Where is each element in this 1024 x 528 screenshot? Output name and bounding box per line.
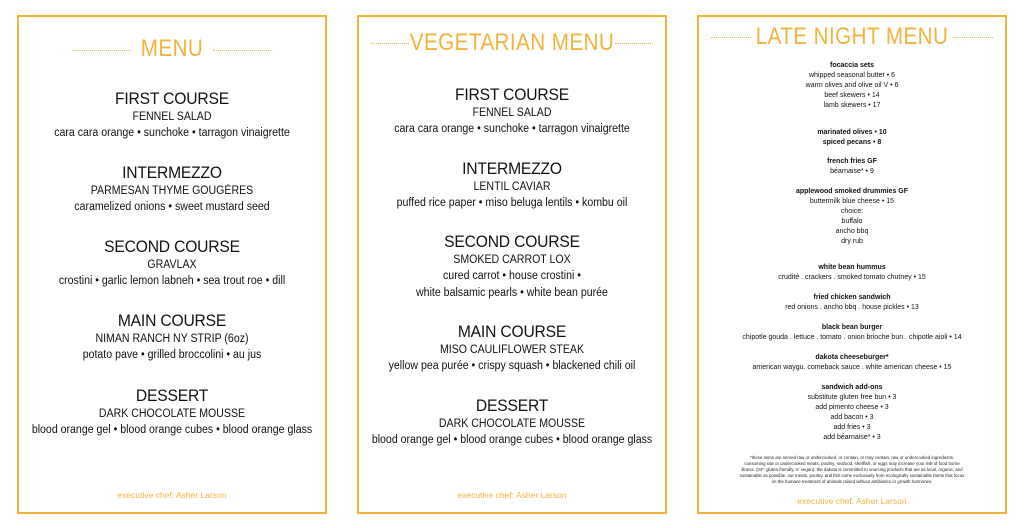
late-section-drummies <box>699 187 1005 247</box>
item-heading: black bean burger <box>821 324 883 331</box>
veg-section-intermezzo <box>359 159 665 212</box>
course-heading: MAIN COURSE <box>457 322 567 341</box>
executive-chef: executive chef: Asher Larson <box>797 496 907 506</box>
vegetarian-menu-title: VEGETARIAN MENU <box>409 29 615 56</box>
item-heading: applewood smoked drummies GF <box>795 188 909 195</box>
item-line: crudité . crackers . smoked tomato chutney • 15 <box>778 274 926 281</box>
dish-name: PARMESAN THYME GOUGÈRES <box>90 185 254 197</box>
item-heading: french fries GF <box>827 158 877 165</box>
item-heading: focaccia sets <box>830 62 874 69</box>
item-heading: dakota cheeseburger* <box>815 354 889 361</box>
item-heading: fried chicken sandwich <box>813 294 891 301</box>
item-line: marinated olives • 10 <box>817 129 887 136</box>
item-line: substitute gluten free bun • 3 <box>807 394 897 401</box>
dish-description: puffed rice paper • miso beluga lentils • kombu oil <box>396 197 628 209</box>
item-line: ancho bbq <box>835 228 869 235</box>
course-heading: DESSERT <box>475 396 549 415</box>
dish-description: cara cara orange • sunchoke • tarragon vinaigrette <box>394 123 630 135</box>
item-line: chipotle gouda . lettuce . tomato . onion brioche bun . chipotle aioli • 14 <box>742 334 962 341</box>
course-heading: INTERMEZZO <box>462 159 562 178</box>
late-section-fried-chicken <box>699 293 1005 313</box>
dish-name: DARK CHOCOLATE MOUSSE <box>438 418 586 430</box>
executive-chef: executive chef: Asher Larson <box>117 490 227 500</box>
menu-section-first-course <box>19 89 325 142</box>
dish-name: LENTIL CAVIAR <box>473 181 551 193</box>
veg-section-second-course <box>359 232 665 302</box>
dish-name: NIMAN RANCH NY STRIP (6oz) <box>95 333 249 345</box>
item-line: beef skewers • 14 <box>824 92 880 99</box>
menu-section-main-course <box>19 311 325 364</box>
dish-description: yellow pea purée • crispy squash • blackened chili oil <box>388 360 636 372</box>
course-heading: DESSERT <box>135 386 209 405</box>
course-heading: FIRST COURSE <box>455 85 569 104</box>
item-line: lamb skewers • 17 <box>823 102 881 109</box>
fine-print: *these items are served raw or undercooked, or contain, or may contain, raw or undercooked ingredients. consuming raw or undercooked meats, poultry, seafood, shellfish, or eggs may increase your risk of food borne illness. (GF: gluten friendly, V: vegan). the dakota is committed to sourcing products that are as local, organic, and sustainable as possible. our meats, poultry, and fish come exclusively from ecologically sustainable farms that focus on the humane treatment of animals raised without antibiotics or growth hormones. <box>739 455 965 484</box>
course-heading: SECOND COURSE <box>444 232 580 251</box>
veg-section-first-course <box>359 85 665 138</box>
dish-name: DARK CHOCOLATE MOUSSE <box>98 408 246 420</box>
dish-description: caramelized onions • sweet mustard seed <box>74 201 270 213</box>
menu-title: MENU <box>140 35 204 62</box>
late-night-menu-title: LATE NIGHT MENU <box>755 23 949 50</box>
course-heading: FIRST COURSE <box>115 89 229 108</box>
item-line: spiced pecans • 8 <box>822 139 882 146</box>
item-line: add béarnaise* • 3 <box>823 434 881 441</box>
dish-description: cara cara orange • sunchoke • tarragon vinaigrette <box>54 127 290 139</box>
late-section-olives-pecans <box>699 128 1005 148</box>
dish-name: MISO CAULIFLOWER STEAK <box>439 344 585 356</box>
item-line: whipped seasonal butter • 6 <box>808 72 896 79</box>
dish-name: FENNEL SALAD <box>132 111 212 123</box>
dish-name: GRAVLAX <box>147 259 197 271</box>
item-line: american waygu. comeback sauce . white american cheese • 15 <box>752 364 952 371</box>
menu-card <box>17 15 327 514</box>
item-line: choice: <box>840 208 864 215</box>
item-line: add pimento cheese • 3 <box>815 404 889 411</box>
item-line: red onions . ancho bbq . house pickles • 13 <box>785 304 919 311</box>
late-section-black-bean-burger <box>699 323 1005 343</box>
dish-description: blood orange gel • blood orange cubes • blood orange glass <box>371 434 653 446</box>
dish-name: SMOKED CARROT LOX <box>453 254 571 266</box>
item-line: add bacon • 3 <box>830 414 874 421</box>
menu-section-second-course <box>19 237 325 290</box>
menu-section-intermezzo <box>19 163 325 216</box>
veg-section-main-course <box>359 322 665 375</box>
dish-name: FENNEL SALAD <box>472 107 552 119</box>
dish-description: crostini • garlic lemon labneh • sea trout roe • dill <box>58 275 286 287</box>
late-section-focaccia-sets <box>699 61 1005 111</box>
course-heading: INTERMEZZO <box>122 163 222 182</box>
late-section-cheeseburger <box>699 353 1005 373</box>
late-section-hummus <box>699 263 1005 283</box>
menu-section-dessert <box>19 386 325 439</box>
item-line: dry rub <box>841 238 863 245</box>
late-night-menu-card <box>697 15 1007 514</box>
late-section-french-fries <box>699 157 1005 177</box>
dish-description-line-2: white balsamic pearls • white bean purée <box>416 287 608 299</box>
dish-description: blood orange gel • blood orange cubes • blood orange glass <box>31 424 313 436</box>
item-line: béarnaise* • 9 <box>830 168 874 175</box>
item-line: add fries • 3 <box>833 424 871 431</box>
dish-description: potato pave • grilled broccolini • au jus <box>82 349 262 361</box>
item-line: warm olives and olive oil V • 6 <box>805 82 899 89</box>
item-heading: sandwich add-ons <box>821 384 883 391</box>
item-line: buttermilk blue cheese • 15 <box>809 198 895 205</box>
dish-description: cured carrot • house crostini • <box>443 270 581 282</box>
item-heading: white bean hummus <box>818 264 886 271</box>
late-section-sandwich-add-ons <box>699 383 1005 443</box>
course-heading: MAIN COURSE <box>117 311 227 330</box>
veg-section-dessert <box>359 396 665 449</box>
item-line: buffalo <box>841 218 863 225</box>
course-heading: SECOND COURSE <box>104 237 240 256</box>
vegetarian-menu-card <box>357 15 667 514</box>
executive-chef: executive chef: Asher Larson <box>457 490 567 500</box>
